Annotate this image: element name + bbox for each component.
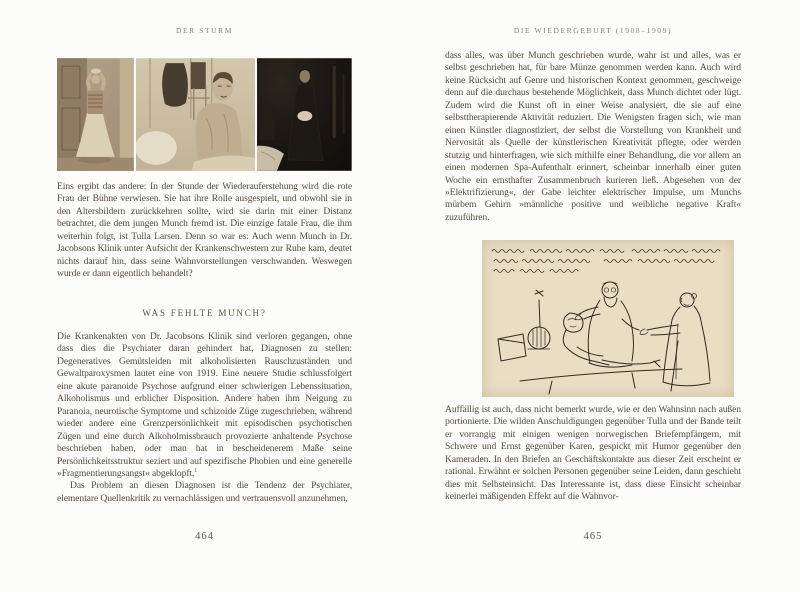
section-heading: WAS FEHLTE MUNCH? (142, 308, 267, 318)
photo-munch-shirtless (136, 58, 256, 171)
paragraph: Eins ergibt das andere: In der Stunde der Wiederauferstehung wird die rote Frau der Bühne verwiesen. Sie hat ihre Rolle ausgespielt, und obwohl sie in den Altersbildern zurückkehren sollte, wird sie darin mit einer Distanz betrachtet, die dem jungen Munch fremd ist. Die einzige fatale Frau, die ihm weiterhin folgt, ist Tulla Larsen. Denn so war es: Auch wenn Munch in Dr. Jacobsons Klinik unter Aufsicht der Krankenschwestern zur Ruhe kam, deutet nichts darauf hin, dass seine Wahnvorstellungen verschwanden. Weswegen wurde er dann eigentlich behandelt? (57, 181, 352, 280)
illustration-jacobson-sketch (482, 240, 734, 397)
running-head-right: DIE WIEDERGEBURT (1908–1909) (513, 26, 673, 35)
paragraph: dass alles, was über Munch geschrieben wurde, wahr ist und alles, was er selbst geschrieben hat, für bare Münze genommen werden kann. Auch wird keine Rücksicht auf Genre und historischen Kontext genommen, geschweige denn auf die durchaus bestehende Möglichkeit, dass Munch dichtet oder lügt. Zudem wird die Kunst oft in einer Weise analysiert, die sie auf eine selbsttherapierende Aktivität reduziert. Die Wenigsten fragen sich, wie man einen Künstler diagnostiziert, der selbst die Vorstellung von Krankheit und Nervosität als Quelle der künstlerischen Kreativität pflegte, oder werden stutzig und hinterfragen, wie sich mithilfe einer Behandlung, die vor allem an einen modernen Spa-Aufenthalt erinnert, scheinbar innerhalb einer guten Woche ein ernsthafter Zusammenbruch kurieren ließ. Abgesehen von der »Elektrifizierung«, der Gabe leichter elektrischer Impulse, um Munchs mürbem Gehirn »männliche positive und weibliche negative Kraft« zuzuführen. (445, 50, 741, 223)
paragraph (57, 331, 352, 505)
paragraph-text: Die Krankenakten von Dr. Jacobsons Klinik sind verloren gegangen, ohne dass dies die Psychiater daran gehindert hat, Diagnosen zu stellen: Degeneratives Gemütsleiden mit alkoholisierten Rauschzuständen und Gewaltparoxysmen lautet eine von 1919. Eine neuere Studie schlussfolgert eine akute paranoide Psychose aufgrund einer schwierigen Lebenssituation, Alkoholismus und erblicher Disposition. Andere haben ihm Neigung zu Paranoia, neurotische Symptome und schizoide Züge zugeschrieben, während wieder andere eine Grenzpersönlichkeit mit episodischen psychotischen Zügen und eine durch Alkoholmissbrauch provozierte anhaltende Psychose beschrieben haben, oder man hat in bescheidenerem Maße seine Persönlichkeitsstruktur seziert und auf spezifische Phobien und eine generelle »Fragmentierungsangst« abgeklopft. (57, 331, 352, 479)
paragraph-text: Das Problem an diesen Diagnosen ist die Tendenz der Psychiater, elementare Quellenkritik zu vernachlässigen und vertrauensvoll anzunehmen, (57, 480, 352, 504)
page-number-left: 464 (195, 531, 214, 542)
paragraph: Auffällig ist auch, dass nicht bemerkt wurde, wie er den Wahnsinn nach außen portionierte. Die wilden Anschuldigungen gegenüber Tulla und der Bande teilt er vorrangig mit einigen wenigen norwegischen Briefempfängern, mit Schwere und Ernst gegenüber Karen, gespickt mit Humor gegenüber den Kameraden. In den Briefen an Geschäftskontakte aus dieser Zeit erscheint er rational. Erwähnt er solchen Personen gegenüber seine Leiden, dann geschieht dies mit Selbsteinsicht. Das Interessante ist, dass diese Einsicht scheinbar keinerlei mäßigenden Effekt auf die Wahnvor- (445, 404, 741, 503)
page-number-right: 465 (583, 531, 603, 542)
photo-woman-posing (57, 58, 134, 171)
sketch-drawing (482, 240, 734, 397)
running-head-left: DER STURM (175, 26, 234, 35)
footnote-marker: 1 (194, 467, 198, 474)
photo-woman-dark-dress (257, 58, 352, 171)
handwritten-caption (492, 250, 720, 273)
photo-strip (57, 58, 352, 171)
page-right (400, 0, 800, 592)
